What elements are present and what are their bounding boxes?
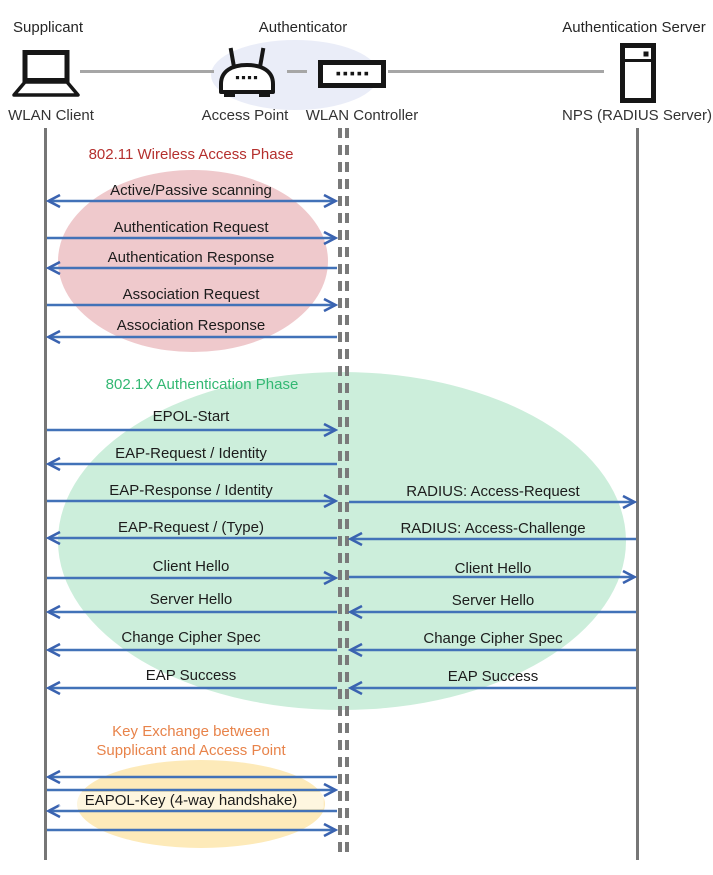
message-label: Server Hello <box>451 592 535 609</box>
message-label: EAPOL-Key (4-way handshake) <box>59 792 324 809</box>
message-label: Authentication Request <box>113 219 269 236</box>
message-label: Active/Passive scanning <box>110 182 272 199</box>
phase3-title-line1: Key Exchange between <box>112 723 270 740</box>
message-label: EAP Success <box>447 668 539 685</box>
message-label: EPOL-Start <box>152 408 230 425</box>
wlan-controller-lifeline-right <box>345 128 349 854</box>
message-label: Association Request <box>122 286 260 303</box>
message-label: Client Hello <box>454 560 532 577</box>
authentication-server-role-label: Authentication Server <box>562 19 706 36</box>
wlan-controller-label: WLAN Controller <box>305 107 419 124</box>
phase3-title-line2: Supplicant and Access Point <box>96 742 286 759</box>
nps-radius-server-label: NPS (RADIUS Server) <box>561 107 713 124</box>
message-label: RADIUS: Access-Request <box>406 483 580 500</box>
message-label: EAP-Request / (Type) <box>118 519 264 536</box>
message-label: Change Cipher Spec <box>423 630 563 647</box>
network-switch-icon <box>318 60 386 88</box>
controller-to-server-connector <box>388 70 604 73</box>
message-label: Client Hello <box>152 558 230 575</box>
message-label: Authentication Response <box>107 249 275 266</box>
phase3-title <box>96 722 285 760</box>
phase2-title: 802.1X Authentication Phase <box>105 376 299 393</box>
wlan-client-label: WLAN Client <box>8 107 94 124</box>
message-label: RADIUS: Access-Challenge <box>400 520 586 537</box>
message-label: Server Hello <box>149 591 233 608</box>
message-label: EAP-Response / Identity <box>109 482 273 499</box>
authenticator-role-label: Authenticator <box>258 19 348 36</box>
wlan-controller-lifeline-left <box>338 128 342 854</box>
radius-server-lifeline <box>636 128 639 860</box>
message-label: EAP-Request / Identity <box>115 445 267 462</box>
client-to-ap-connector <box>80 70 214 73</box>
message-label: EAP Success <box>145 667 237 684</box>
wireless-router-icon <box>217 46 277 100</box>
message-label: Change Cipher Spec <box>121 629 261 646</box>
message-label: Association Response <box>116 317 266 334</box>
server-tower-icon <box>620 43 656 103</box>
access-point-label: Access Point <box>201 107 289 124</box>
laptop-icon <box>12 50 80 98</box>
message-arrow-right <box>47 822 337 838</box>
ap-to-controller-connector <box>287 70 307 73</box>
phase1-title: 802.11 Wireless Access Phase <box>88 146 294 163</box>
supplicant-role-label: Supplicant <box>13 19 84 36</box>
